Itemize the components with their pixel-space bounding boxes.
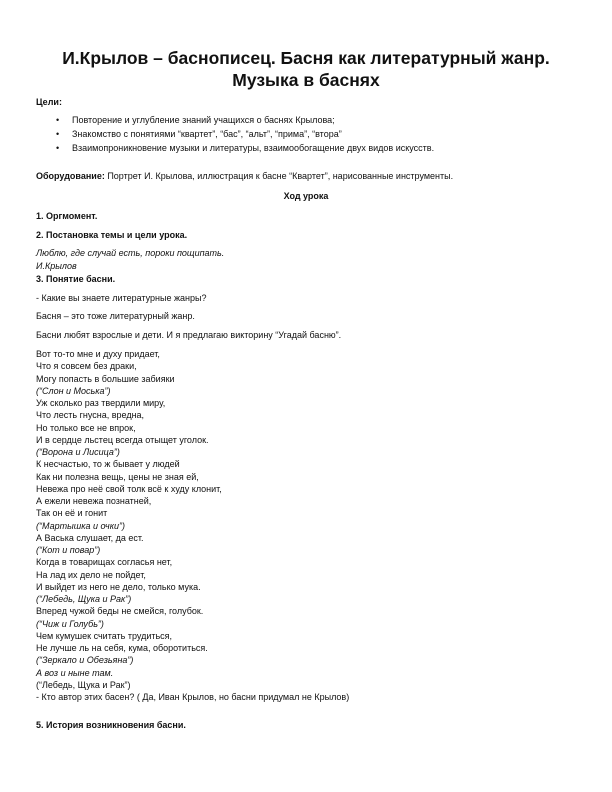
fable-quote-line: Как ни полезна вещь, цены не зная ей, — [36, 471, 199, 482]
fable-quote-line: К несчастью, то ж бывает у людей — [36, 459, 180, 470]
fable-title-line: (“Зеркало и Обезьяна”) — [36, 655, 134, 666]
fable-title-line: (“Слон и Моська”) — [36, 385, 111, 396]
fable-title-line: (“Мартышка и очки”) — [36, 520, 125, 531]
goal-item-1: Повторение и углубление знаний учащихся о баснях Крылова; — [72, 115, 335, 125]
fable-quote-line: Что лесть гнусна, вредна, — [36, 410, 145, 421]
fable-quote-line: И выйдет из него не дело, только мука. — [36, 581, 201, 592]
title-line-1: И.Крылов – баснописец. Басня как литературный жанр. — [62, 48, 550, 68]
fable-quote-line: Так он её и гонит — [36, 508, 108, 519]
goal-item-2: Знакомство с понятиями “квартет”, “бас”, “альт”, “прима”, “втора” — [72, 129, 342, 139]
section-1-heading: 1. Оргмомент. — [36, 211, 98, 221]
fable-quote-line: Чем кумушек считать трудиться, — [36, 630, 173, 641]
fable-quote-line: - Кто автор этих басен? ( Да, Иван Крылов, но басни придумал не Крылов) — [36, 692, 350, 702]
fable-quote-line: Но только все не впрок, — [36, 422, 136, 433]
fable-quote-line: А Васька слушает, да ест. — [36, 532, 144, 543]
fable-quote-line: Не лучше ль на себя, кума, оборотиться. — [36, 643, 208, 653]
equipment-text: Портрет И. Крылова, иллюстрация к басне “Квартет”, нарисованные инструменты. — [104, 171, 454, 181]
fable-title-line: (“Кот и повар”) — [36, 545, 101, 555]
section-2-heading: 2. Постановка темы и цели урока. — [36, 230, 188, 240]
lesson-heading: Ход урока — [283, 191, 329, 201]
fable-quote-line: Уж сколько раз твердили миру, — [36, 398, 166, 408]
bullet-icon: • — [56, 129, 60, 139]
section-5-heading: 5. История возникновения басни. — [36, 720, 186, 730]
title-line-2: Музыка в баснях — [232, 70, 380, 90]
document-title — [20, 47, 592, 91]
equipment-paragraph — [36, 171, 453, 182]
fable-quote-line: А ежели невежа познатней, — [36, 496, 152, 506]
fable-genre-statement: Басня – это тоже литературный жанр. — [36, 311, 195, 321]
fable-title-line: (“Ворона и Лисица”) — [36, 447, 120, 457]
section-3-heading: 3. Понятие басни. — [36, 274, 116, 284]
question-genres: - Какие вы знаете литературные жанры? — [36, 293, 207, 303]
fable-quote-line: (“Лебедь, Щука и Рак”) — [36, 679, 131, 690]
fable-quotes-list — [36, 348, 349, 703]
fable-quote-line: И в сердце льстец всегда отыщет уголок. — [36, 434, 209, 445]
bullet-icon: • — [56, 143, 60, 153]
goals-heading: Цели: — [36, 97, 62, 107]
quiz-intro: Басни любят взрослые и дети. И я предлагаю викторину “Угадай басню”. — [36, 330, 342, 340]
fable-title-line: (“Лебедь, Щука и Рак”) — [36, 594, 132, 604]
fable-title-line: (“Чиж и Голубь”) — [36, 618, 104, 629]
bullet-icon: • — [56, 115, 60, 125]
fable-quote-line: Вот то-то мне и духу придает, — [36, 349, 160, 359]
fable-quote-line: Когда в товарищах согласья нет, — [36, 557, 173, 568]
fable-title-line: А воз и ныне там. — [36, 667, 114, 678]
fable-quote-line: Могу попасть в большие забияки — [36, 373, 175, 384]
epigraph-author: И.Крылов — [36, 261, 77, 271]
fable-quote-line: На лад их дело не пойдет, — [36, 569, 146, 580]
goal-item-3: Взаимопроникновение музыки и литературы, взаимообогащение двух видов искусств. — [72, 143, 435, 153]
equipment-label: Оборудование: — [36, 171, 105, 181]
fable-quote-line: Вперед чужой беды не смейся, голубок. — [36, 606, 204, 617]
epigraph: Люблю, где случай есть, пороки пощипать. — [36, 248, 225, 258]
fable-quote-line: Что я совсем без драки, — [36, 361, 137, 372]
fable-quote-line: Невежа про неё свой толк всё к худу клонит, — [36, 483, 222, 494]
